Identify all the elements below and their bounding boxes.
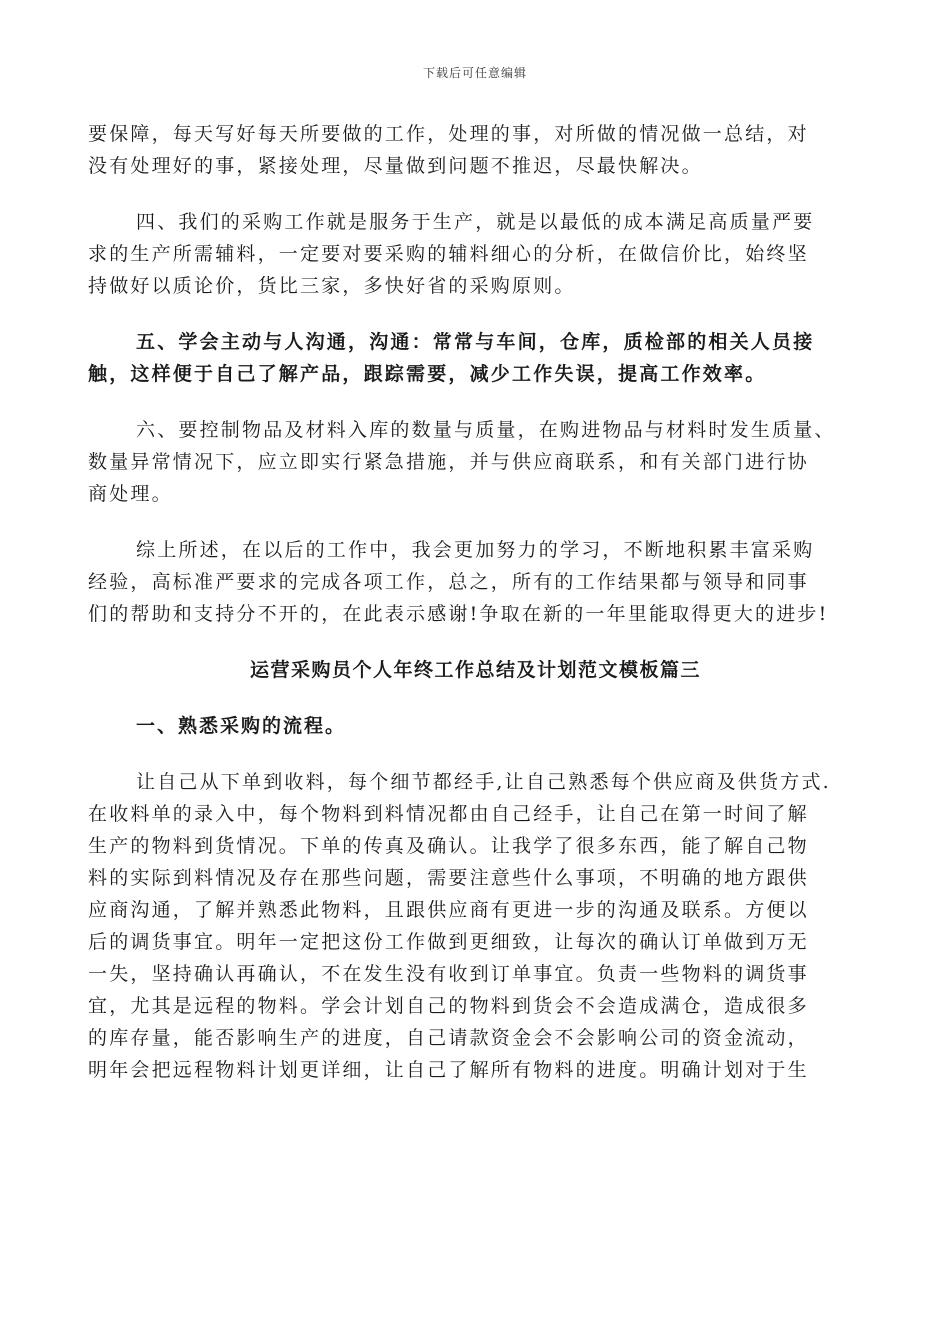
paragraph-item-4 [88,206,863,302]
text-line: 持做好以质论价，货比三家，多快好省的采购原则。 [88,275,576,297]
paragraph-continuation [88,118,863,182]
text-line: 商处理。 [88,483,173,505]
text-line: 料的实际到料情况及存在那些问题，需要注意些什么事项，不明确的地方跟供 [88,867,809,889]
text-line: 数量异常情况下，应立即实行紧急措施，并与供应商联系，和有关部门进行协 [88,451,809,473]
text-line: 的库存量，能否影响生产的进度，自己请款资金会不会影响公司的资金流动， [88,1027,809,1049]
text-line: 们的帮助和支持分不开的，在此表示感谢!争取在新的一年里能取得更大的进步! [88,603,829,625]
text-line: 宜，尤其是远程的物料。学会计划自己的物料到货会不会造成满仓，造成很多 [88,995,809,1017]
paragraph-item-5 [88,326,863,390]
text-line: 求的生产所需辅料，一定要对要采购的辅料细心的分析，在做信价比，始终坚 [88,243,809,265]
text-line: 触，这样便于自己了解产品，跟踪需要，减少工作失误，提高工作效率。 [88,363,767,385]
text-line: 经验，高标准严要求的完成各项工作，总之，所有的工作结果都与领导和同事 [88,571,809,593]
text-line: 明年会把远程物料计划更详细，让自己了解所有物料的进度。明确计划对于生 [88,1059,809,1081]
text-line: 在收料单的录入中，每个物料到料情况都由自己经手，让自己在第一时间了解 [88,803,809,825]
text-line: 应商沟通，了解并熟悉此物料，且跟供应商有更进一步的沟通及联系。方便以 [88,899,809,921]
text-line: 综上所述，在以后的工作中，我会更加努力的学习，不断地积累丰富采购 [136,539,815,561]
text-line: 让自己从下单到收料，每个细节都经手,让自己熟悉每个供应商及供货方式. [136,771,831,793]
paragraph-summary [88,534,863,630]
subheading: 一、熟悉采购的流程。 [136,715,347,737]
page-header: 下载后可任意编辑 [422,66,527,80]
document-body [88,118,863,1086]
paragraph-item-6 [88,414,863,510]
text-line: 生产的物料到货情况。下单的传真及确认。让我学了很多东西，能了解自己物 [88,835,809,857]
paragraph-process [88,766,863,1086]
text-line: 后的调货事宜。明年一定把这份工作做到更细致，让每次的确认订单做到万无 [88,931,809,953]
text-line: 一失，坚持确认再确认，不在发生没有收到订单事宜。负责一些物料的调货事 [88,963,809,985]
section-title: 运营采购员个人年终工作总结及计划范文模板篇三 [249,659,701,681]
text-line: 没有处理好的事，紧接处理，尽量做到问题不推迟，尽最快解决。 [88,155,703,177]
text-line: 六、要控制物品及材料入库的数量与质量，在购进物品与材料时发生质量、 [136,419,836,441]
text-line: 要保障，每天写好每天所要做的工作，处理的事，对所做的情况做一总结，对 [88,123,809,145]
text-line: 五、学会主动与人沟通，沟通：常常与车间，仓库，质检部的相关人员接 [136,331,815,353]
text-line: 四、我们的采购工作就是服务于生产，就是以最低的成本满足高质量严要 [136,211,815,233]
